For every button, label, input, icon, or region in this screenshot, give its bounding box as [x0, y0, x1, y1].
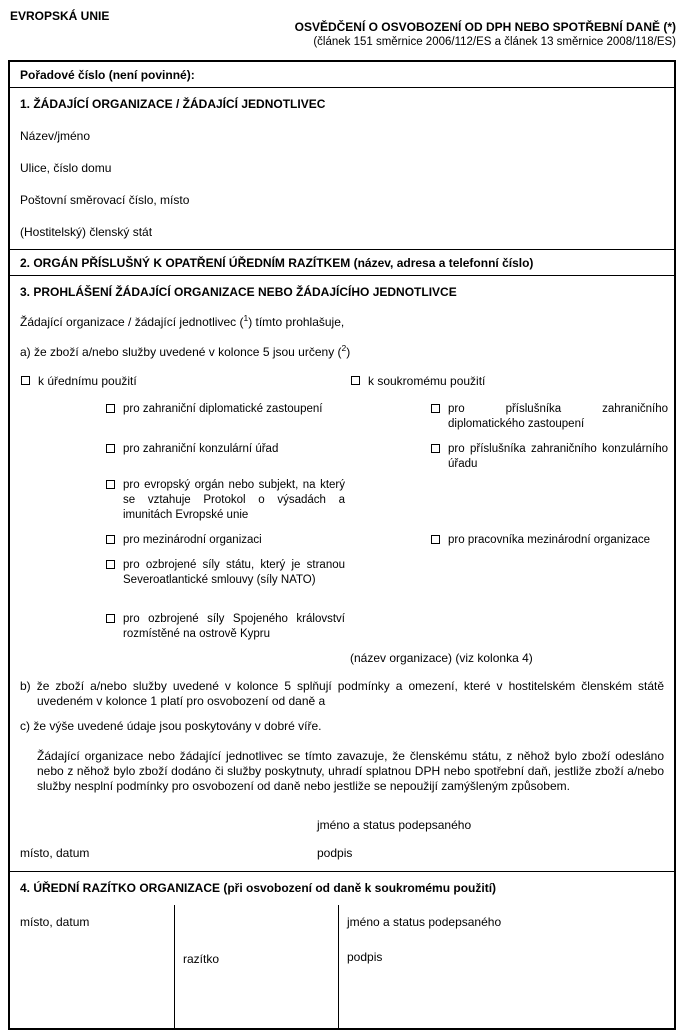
stamp-label: razítko	[183, 952, 220, 966]
option-label: pro ozbrojené síly Spojeného království rozmístěné na ostrově Kypru	[123, 613, 345, 640]
field-label-name: Název/jméno	[20, 129, 91, 143]
signer-name-label: jméno a status podepsaného	[317, 818, 472, 832]
header-title-block	[295, 20, 676, 50]
option-label: pro evropský orgán nebo subjekt, na který se vztahuje Protokol o výsadách a imunitách Evropské unie	[123, 479, 345, 521]
official-option-row	[105, 442, 345, 457]
section-3-title: 3. PROHLÁŠENÍ ŽÁDAJÍCÍ ORGANIZACE NEBO ŽÁDAJÍCÍHO JEDNOTLIVCE	[20, 285, 457, 299]
section-4-stamp	[10, 872, 674, 1028]
official-option-row	[105, 612, 345, 642]
checkbox-official-option-4[interactable]	[106, 535, 115, 544]
stamp-signature-cell	[339, 905, 674, 1028]
section-2-stamping-authority	[10, 250, 674, 276]
checkbox-official-use[interactable]	[21, 376, 30, 385]
checkbox-private-option-3[interactable]	[431, 535, 440, 544]
checkbox-private-use[interactable]	[351, 376, 360, 385]
serial-number-row	[10, 62, 674, 88]
official-use-option	[20, 374, 240, 389]
item-c: c) že výše uvedené údaje jsou poskytovány v dobré víře.	[20, 719, 322, 733]
item-a-tail: )	[346, 345, 351, 359]
footnote-ref-1: 1	[243, 313, 249, 323]
item-a	[20, 345, 664, 360]
section-2-title: 2. ORGÁN PŘÍSLUŠNÝ K OPATŘENÍ ÚŘEDNÍM RAZÍTKEM (název, adresa a telefonní číslo)	[20, 256, 534, 270]
org-name-note: (název organizace) (viz kolonka 4)	[350, 651, 533, 665]
stamp-place-date-cell	[10, 905, 175, 1028]
private-option-row	[430, 533, 668, 548]
option-label: pro zahraniční konzulární úřad	[123, 443, 279, 455]
undertaking-paragraph: Žádající organizace nebo žádající jednotlivec se tímto zavazuje, že členskému státu, z něhož bylo zboží odesláno nebo z něhož bylo zboží dodáno či služby poskytnuty, uhradí splatnou DPH nebo spotřební daň, jestliže zboží a/nebo služby nesplní podmínky pro osvobození od daně nebo jestliže se nepoužijí zamýšleným způsobem.	[37, 749, 664, 793]
section-1-applicant	[10, 88, 674, 250]
option-label: pro zahraniční diplomatické zastoupení	[123, 403, 323, 415]
official-option-row	[105, 533, 345, 548]
option-label: pro ozbrojené síly státu, který je stranou Severoatlantické smlouvy (síly NATO)	[123, 559, 345, 586]
declaration-intro-tail: ) tímto prohlašuje,	[248, 315, 345, 329]
checkbox-private-option-1[interactable]	[431, 404, 440, 413]
form-subtitle: (článek 151 směrnice 2006/112/ES a článek 13 směrnice 2008/118/ES)	[313, 36, 676, 48]
serial-number-label: Pořadové číslo (není povinné):	[20, 68, 195, 82]
official-option-row	[105, 558, 345, 588]
option-label: pro mezinárodní organizaci	[123, 534, 262, 546]
item-b: b) že zboží a/nebo služby uvedené v kolonce 5 splňují podmínky a omezení, které v hostitelském členském státě uvedeném v kolonce 1 platí pro osvobození od daně a	[20, 679, 664, 708]
certificate-form	[8, 60, 676, 1030]
checkbox-official-option-5[interactable]	[106, 560, 115, 569]
option-label: pro příslušníka zahraničního diplomatického zastoupení	[448, 403, 668, 430]
private-option-row	[430, 402, 668, 432]
private-option-row	[430, 442, 668, 472]
private-use-option	[350, 374, 590, 389]
form-title: OSVĚDČENÍ O OSVOBOZENÍ OD DPH NEBO SPOTŘEBNÍ DANĚ (*)	[294, 20, 676, 34]
use-options-area	[10, 369, 674, 644]
field-label-host-member-state: (Hostitelský) členský stát	[20, 225, 153, 239]
declaration-intro-text: Žádající organizace / žádající jednotlivec (	[20, 315, 244, 329]
signature-label: podpis	[317, 846, 353, 860]
stamp-cell	[175, 905, 339, 1028]
field-label-street: Ulice, číslo domu	[20, 161, 112, 175]
official-option-row	[105, 402, 345, 417]
declaration-intro	[20, 315, 664, 330]
field-label-postcode-place: Poštovní směrovací číslo, místo	[20, 193, 190, 207]
checkbox-official-option-3[interactable]	[106, 480, 115, 489]
option-label: pro pracovníka mezinárodní organizace	[448, 534, 651, 546]
section-4-title: 4. ÚŘEDNÍ RAZÍTKO ORGANIZACE (při osvobození od daně k soukromému použití)	[20, 881, 497, 895]
checkbox-official-option-1[interactable]	[106, 404, 115, 413]
checkbox-private-option-2[interactable]	[431, 444, 440, 453]
option-label: pro příslušníka zahraničního konzulárního úřadu	[448, 443, 668, 470]
private-use-label: k soukromému použití	[368, 374, 486, 388]
footnote-ref-2: 2	[341, 343, 347, 353]
stamp-area	[10, 905, 674, 1028]
section-1-title: 1. ŽÁDAJÍCÍ ORGANIZACE / ŽÁDAJÍCÍ JEDNOTLIVEC	[20, 97, 326, 111]
signer-name-label: jméno a status podepsaného	[347, 915, 502, 929]
checkbox-official-option-6[interactable]	[106, 614, 115, 623]
place-date-label: místo, datum	[20, 846, 90, 860]
official-use-label: k úřednímu použití	[38, 374, 137, 388]
place-date-label: místo, datum	[20, 915, 90, 929]
header-union-label: EVROPSKÁ UNIE	[10, 9, 110, 23]
section-3-declaration	[10, 276, 674, 872]
signature-label: podpis	[347, 950, 383, 964]
page-header	[8, 0, 676, 60]
item-a-text: a) že zboží a/nebo služby uvedené v kolonce 5 jsou určeny (	[20, 345, 342, 359]
checkbox-official-option-2[interactable]	[106, 444, 115, 453]
official-option-row	[105, 478, 345, 523]
